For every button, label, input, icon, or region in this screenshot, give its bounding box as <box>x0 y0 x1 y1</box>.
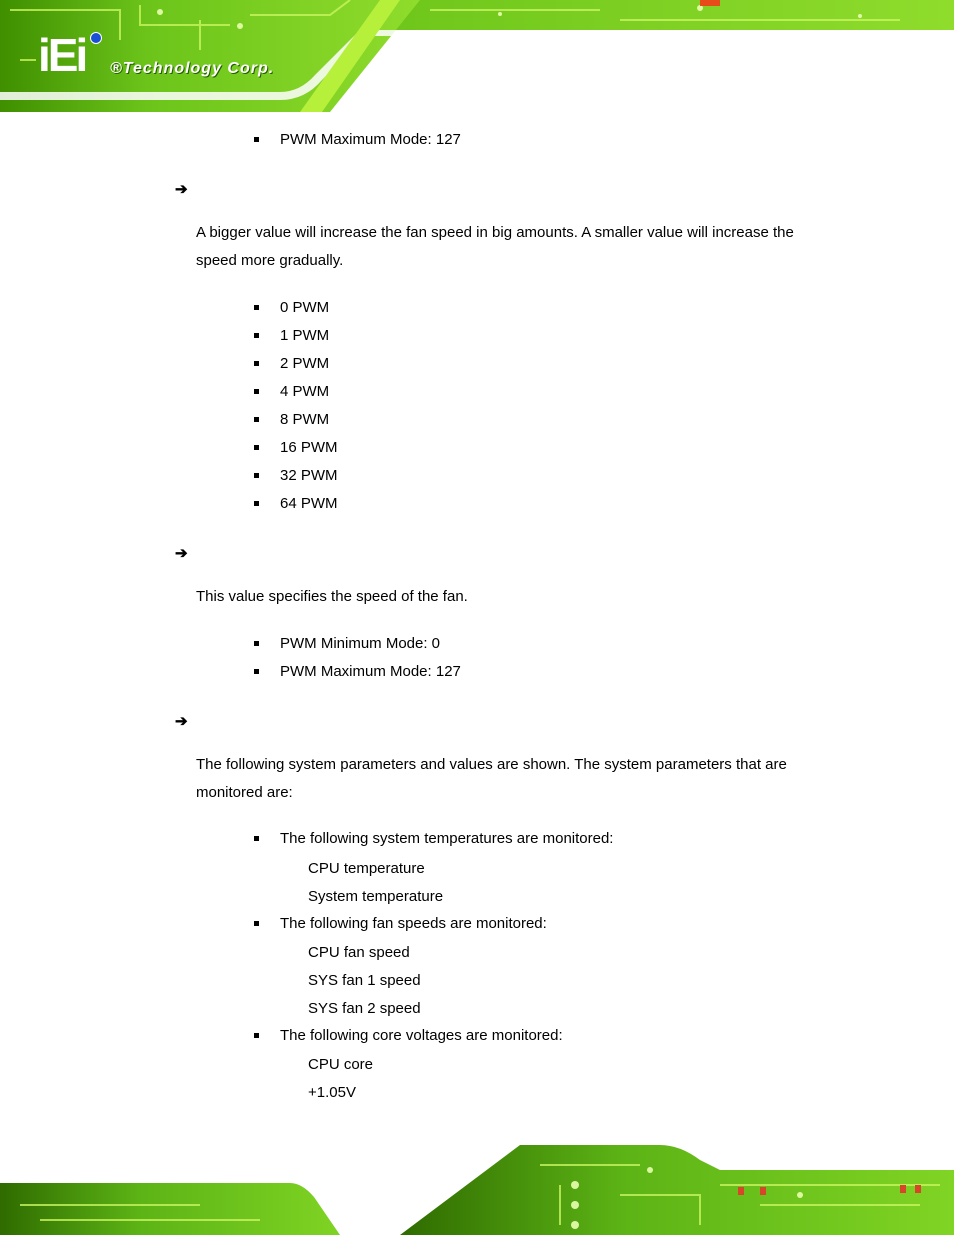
list-item: PWM Minimum Mode: 0 <box>280 635 441 652</box>
arrow-icon: ➔ <box>175 181 188 198</box>
company-logo: iEi <box>38 29 86 81</box>
sub-list-item: SYS fan 2 speed <box>308 1000 421 1017</box>
list-item: 4 PWM <box>280 383 330 400</box>
list-item: The following fan speeds are monitored: <box>280 915 547 932</box>
paragraph: speed more gradually. <box>196 252 344 269</box>
logo-dot-icon <box>90 32 102 44</box>
pcb-header-graphic <box>0 0 954 112</box>
bullet-icon <box>254 473 259 478</box>
sub-list-item: CPU core <box>308 1056 374 1073</box>
sub-list-item: System temperature <box>308 888 444 905</box>
list-item: 1 PWM <box>280 327 330 344</box>
list-item: 0 PWM <box>280 299 330 316</box>
list-item: PWM Maximum Mode: 127 <box>280 131 461 148</box>
list-item: 2 PWM <box>280 355 330 372</box>
list-item: The following core voltages are monitored: <box>280 1027 563 1044</box>
bullet-icon <box>254 669 259 674</box>
arrow-icon: ➔ <box>175 545 188 562</box>
list-item: 32 PWM <box>280 467 338 484</box>
bullet-icon <box>254 333 259 338</box>
bullet-icon <box>254 501 259 506</box>
list-item: The following system temperatures are monitored: <box>280 830 614 847</box>
page-header <box>0 0 954 112</box>
bullet-icon <box>254 445 259 450</box>
sub-list-item: CPU fan speed <box>308 944 410 961</box>
bullet-icon <box>254 305 259 310</box>
list-item: 16 PWM <box>280 439 338 456</box>
bullet-icon <box>254 1033 259 1038</box>
bullet-icon <box>254 361 259 366</box>
list-item: PWM Maximum Mode: 127 <box>280 663 461 680</box>
pcb-footer-graphic <box>0 1125 954 1235</box>
list-item: 8 PWM <box>280 411 330 428</box>
list-item: 64 PWM <box>280 495 338 512</box>
paragraph: A bigger value will increase the fan speed in big amounts. A smaller value will increase the <box>196 224 794 241</box>
bullet-icon <box>254 389 259 394</box>
bullet-icon <box>254 836 259 841</box>
bullet-icon <box>254 137 259 142</box>
arrow-icon: ➔ <box>175 713 188 730</box>
paragraph: monitored are: <box>196 784 293 801</box>
paragraph: This value specifies the speed of the fan. <box>196 588 468 605</box>
sub-list-item: +1.05V <box>308 1084 356 1101</box>
paragraph: The following system parameters and values are shown. The system parameters that are <box>196 756 787 773</box>
page-footer <box>0 1125 954 1235</box>
sub-list-item: CPU temperature <box>308 860 425 877</box>
bullet-icon <box>254 641 259 646</box>
bullet-icon <box>254 417 259 422</box>
sub-list-item: SYS fan 1 speed <box>308 972 421 989</box>
bullet-icon <box>254 921 259 926</box>
company-name: ®Technology Corp. <box>110 60 275 77</box>
